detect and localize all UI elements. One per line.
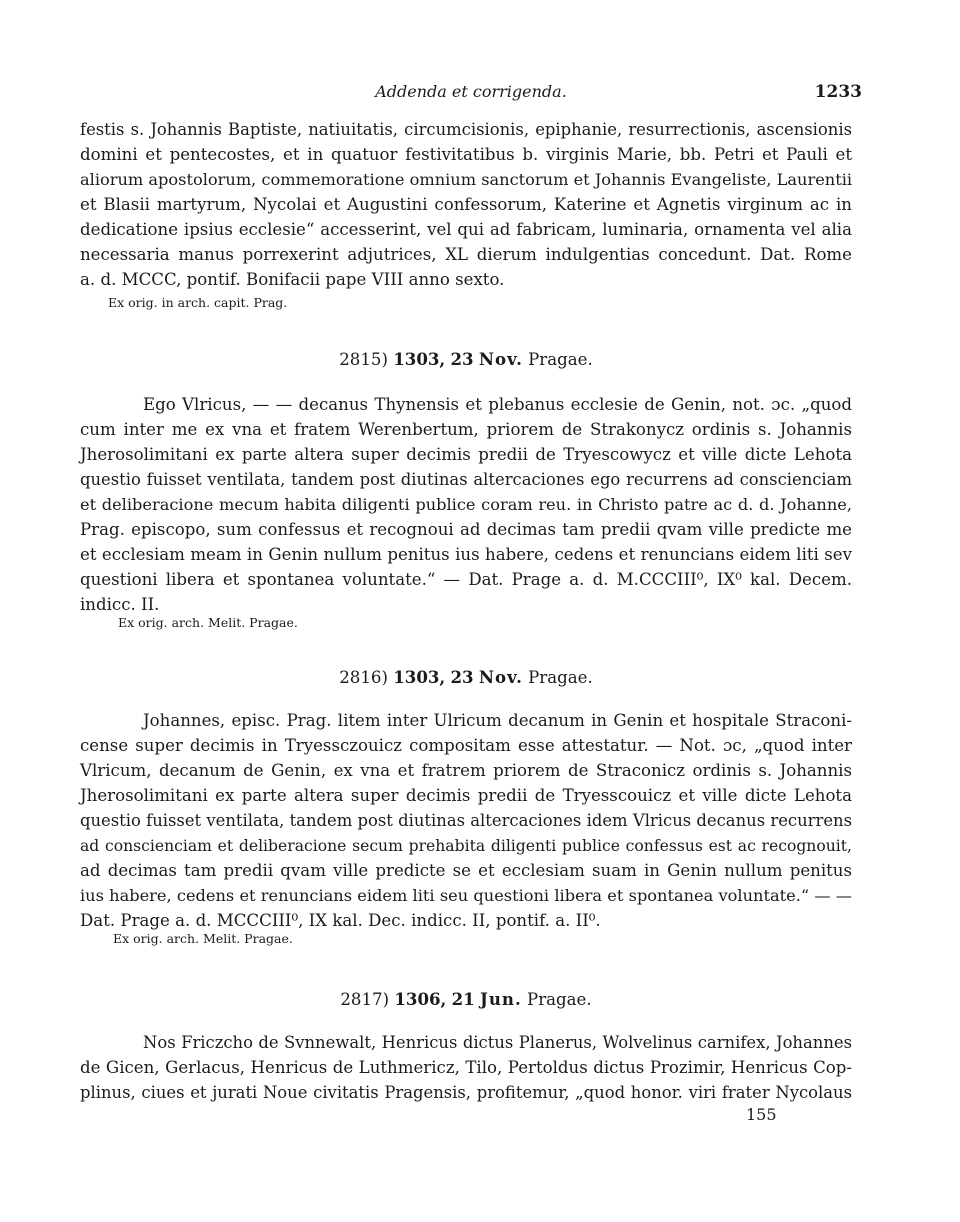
- source-note: Ex orig. in arch. capit. Prag.: [108, 295, 288, 310]
- text-line: Jherosolimitani ex parte altera super decimis predii de Tryesscouicz et ville dicte Lehota: [80, 786, 852, 805]
- text-line: ad conscienciam et deliberacione secum prehabita diligenti publice confessus est ac recognouit,: [80, 837, 852, 855]
- document-number: 2816): [339, 668, 388, 687]
- text-line: dedicatione ipsius ecclesie“ accesserint, vel qui ad fabricam, luminaria, ornamenta vel alia: [80, 220, 852, 239]
- text-line: et Blasii martyrum, Nycolai et Augustini confessorum, Katerine et Agnetis virginum ac in: [80, 195, 852, 214]
- text-line: ius habere, cedens et renuncians eidem liti seu questioni libera et spontanea voluntate.“ — —: [80, 886, 852, 905]
- text-line: Prag. episcopo, sum confessus et recognoui ad decimas tam predii qvam ville predicte me: [80, 520, 852, 539]
- document-day: 21: [451, 989, 475, 1009]
- running-title: Addenda et corrigenda.: [375, 82, 567, 101]
- text-line: Dat. Prage a. d. MCCCIII⁰, IX kal. Dec. indicc. II, pontif. a. II⁰.: [80, 911, 601, 930]
- text-line: Vlricum, decanum de Genin, ex vna et fratrem priorem de Straconicz ordinis s. Johannis: [80, 761, 852, 780]
- text-line: de Gicen, Gerlacus, Henricus de Luthmericz, Tilo, Pertoldus dictus Prozimir, Henricus Cop-: [80, 1058, 852, 1077]
- document-month: Nov.: [478, 667, 523, 687]
- document-month: Nov.: [478, 349, 523, 369]
- page-number: 1233: [814, 82, 862, 102]
- text-line: Ego Vlricus, — — decanus Thynensis et plebanus ecclesie de Genin, not. ɔc. „quod: [143, 395, 852, 414]
- text-line: cum inter me ex vna et fratem Werenbertum, priorem de Strakonycz ordinis s. Johannis: [80, 420, 852, 439]
- text-line: Nos Friczcho de Svnnewalt, Henricus dictus Planerus, Wolvelinus carnifex, Johannes: [143, 1033, 852, 1052]
- document-heading-2817: [80, 987, 852, 1012]
- document-day: 23: [450, 349, 474, 369]
- text-line: questio fuisset ventilata, tandem post diutinas altercaciones ego recurrens ad conscienciam: [80, 470, 852, 489]
- document-day: 23: [450, 667, 474, 687]
- document-year: 1306,: [394, 989, 447, 1009]
- source-note: Ex orig. arch. Melit. Pragae.: [118, 615, 298, 630]
- text-line: domini et pentecostes, et in quatuor festivitatibus b. virginis Marie, bb. Petri et Pauli et: [80, 145, 852, 164]
- document-year: 1303,: [393, 349, 446, 369]
- text-line: questioni libera et spontanea voluntate.“ — Dat. Prage a. d. M.CCCIII⁰, IX⁰ kal. Decem.: [80, 570, 852, 589]
- source-note: Ex orig. arch. Melit. Pragae.: [113, 931, 293, 946]
- text-line: indicc. II.: [80, 595, 160, 614]
- page-header: [80, 80, 862, 104]
- document-place: Pragae.: [528, 668, 593, 687]
- text-line: festis s. Johannis Baptiste, natiuitatis, circumcisionis, epiphanie, resurrectionis, ascensionis: [80, 120, 852, 139]
- document-place: Pragae.: [527, 990, 592, 1009]
- document-month: Jun.: [479, 989, 522, 1009]
- document-heading-2815: [80, 347, 852, 372]
- text-line: et ecclesiam meam in Genin nullum penitus ius habere, cedens et renuncians eidem liti sev: [80, 545, 852, 564]
- text-line: necessaria manus porrexerint adjutrices, XL dierum indulgentias concedunt. Dat. Rome: [80, 245, 852, 264]
- document-year: 1303,: [393, 667, 446, 687]
- document-heading-2816: [80, 665, 852, 690]
- text-line: Jherosolimitani ex parte altera super decimis predii de Tryescowycz et ville dicte Lehota: [80, 445, 852, 464]
- document-number: 2815): [339, 350, 388, 369]
- signature-mark: 155: [746, 1105, 777, 1124]
- text-line: et deliberacione mecum habita diligenti publice coram reu. in Christo patre ac d. d. Johanne,: [80, 495, 852, 514]
- text-line: Johannes, episc. Prag. litem inter Ulricum decanum in Genin et hospitale Straconi-: [143, 711, 852, 730]
- text-line: plinus, ciues et jurati Noue civitatis Pragensis, profitemur, „quod honor. viri frater Nycolaus: [80, 1083, 852, 1102]
- text-line: questio fuisset ventilata, tandem post diutinas altercaciones idem Vlricus decanus recurrens: [80, 811, 852, 830]
- document-number: 2817): [340, 990, 390, 1009]
- text-line: aliorum apostolorum, commemoratione omnium sanctorum et Johannis Evangeliste, Laurentii: [80, 170, 853, 189]
- document-place: Pragae.: [528, 350, 593, 369]
- text-line: cense super decimis in Tryessczouicz compositam esse attestatur. — Not. ɔc, „quod inter: [80, 736, 852, 755]
- text-line: a. d. MCCC, pontif. Bonifacii pape VIII anno sexto.: [80, 270, 505, 289]
- text-line: ad decimas tam predii qvam ville predicte se et ecclesiam suam in Genin nullum penitus: [80, 861, 852, 880]
